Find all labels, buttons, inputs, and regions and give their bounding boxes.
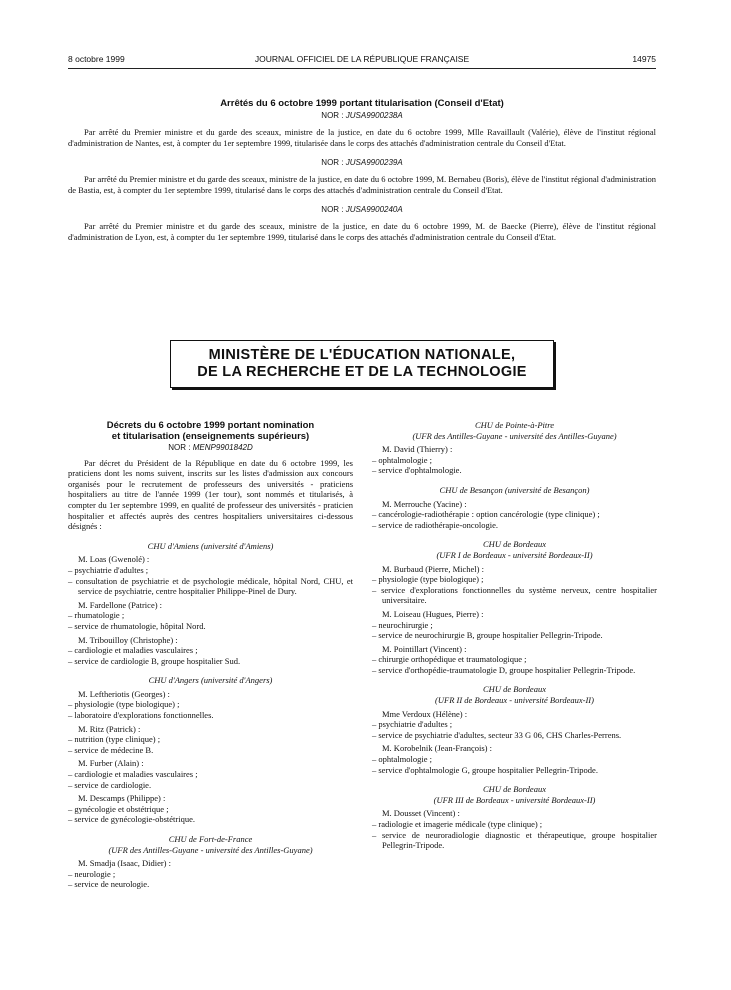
chu-group	[372, 684, 657, 775]
chu-heading-line: CHU de Pointe-à-Pitre	[475, 420, 554, 430]
person-name: M. Descamps (Philippe) :	[78, 793, 166, 804]
person-name: M. Burbaud (Pierre, Michel) :	[382, 563, 484, 574]
chu-group	[68, 675, 353, 825]
assignment-item: – radiologie et imagerie médicale (type clinique) ;	[372, 819, 543, 829]
person-name: M. Leftheriotis (Georges) :	[78, 688, 170, 699]
ministry-line-1: MINISTÈRE DE L'ÉDUCATION NATIONALE,	[208, 347, 516, 363]
chu-heading-line: CHU de Fort-de-France	[168, 834, 253, 844]
chu-group	[372, 420, 657, 476]
arretes-title: Arrêtés du 6 octobre 1999 portant titularisation (Conseil d'Etat)	[220, 98, 504, 109]
person-name: M. Merrouche (Yacine) :	[382, 498, 467, 509]
chu-heading	[68, 541, 353, 552]
assignment-item: – service de neurochirurgie B, groupe hospitalier Pellegrin-Tripode.	[372, 630, 603, 641]
person-name: M. Korobelnik (Jean-François) :	[382, 743, 493, 754]
person-name: M. Loiseau (Hugues, Pierre) :	[382, 608, 484, 619]
header-page-number: 14975	[632, 54, 656, 64]
nor-reference	[68, 111, 656, 120]
person-name: M. Smadja (Isaac, Didier) :	[78, 858, 171, 869]
chu-heading-line: CHU de Bordeaux	[483, 784, 546, 795]
running-header	[68, 54, 656, 68]
nor-code: JUSA9900240A	[345, 205, 403, 215]
assignment-item: – service de psychiatrie d'adultes, secteur 33 G 06, CHS Charles-Perrens.	[372, 729, 622, 740]
person-name: M. Pointillart (Vincent) :	[382, 643, 467, 654]
assignment-item: – psychiatrie d'adultes ;	[372, 719, 453, 730]
arrete-paragraph: Par arrêté du Premier ministre et du garde des sceaux, ministre de la justice, en date du 6 octobre 1999, M. de Baecke (Pierre), élève de l'institut régional d'administration de Lyon, est, à compter du 1er septembre 1999, titularisé dans le corps des attachés d'administration centrale du Conseil d'Etat.	[68, 221, 656, 242]
person-name: M. Ritz (Patrick) :	[78, 723, 141, 734]
assignment-item: – service de rhumatologie, hôpital Nord.	[68, 620, 206, 631]
right-column	[372, 420, 657, 851]
nor-reference	[68, 158, 656, 167]
nor-code: JUSA9900238A	[345, 111, 403, 120]
person-name: M. Loas (Gwenolé) :	[78, 554, 150, 565]
assignment-item: – laboratoire d'explorations fonctionnelles.	[68, 710, 214, 721]
chu-heading	[372, 684, 657, 705]
assignment-item: – consultation de psychiatrie et de psychologie médicale, hôpital Nord, CHU, et service de psychiatrie, centre hospitalier Philippe-Pinel de Dury.	[68, 575, 353, 597]
assignment-item: – service d'ophtalmologie.	[372, 465, 462, 476]
ministry-banner	[170, 340, 554, 388]
assignment-item: – physiologie (type biologique) ;	[372, 574, 484, 585]
assignment-item: – psychiatrie d'adultes ;	[68, 564, 149, 575]
decree-intro: Par décret du Président de la République en date du 6 octobre 1999, les praticiens dont les noms suivent, inscrits sur les listes d'admission aux concours organisés pour le recrutement de professeurs des universités - praticiens hospitaliers au titre de l'année 1999 (1er tour), sont nommés et titularisés, à compter du 1er septembre 1999, en qualité de professeur des universités - praticien hospitalier et affectés auprès des centres hospitaliers universitaires ci-dessous désignés :	[68, 457, 353, 532]
chu-heading	[68, 675, 353, 686]
person-name: M. Dousset (Vincent) :	[382, 808, 460, 819]
chu-heading	[372, 539, 657, 560]
nor-label: NOR :	[321, 205, 344, 215]
arrete-paragraph: Par arrêté du Premier ministre et du garde des sceaux, ministre de la justice, en date du 6 octobre 1999, Mlle Ravaillault (Valérie), élève de l'institut régional d'administration de Nantes, est, à compter du 1er septembre 1999, titularisée dans le corps des attachés d'administration centrale du Conseil d'Etat.	[68, 127, 656, 148]
arrete-paragraph: Par arrêté du Premier ministre et du garde des sceaux, ministre de la justice, en date du 6 octobre 1999, M. Bernabeu (Boris), élève de l'institut régional d'administration de Bastia, est, à compter du 1er septembre 1999, titularisé dans le corps des attachés d'administration centrale du Conseil d'Etat.	[68, 174, 656, 195]
assignment-item: – ophtalmologie ;	[372, 754, 432, 765]
assignment-item: – service de neuroradiologie diagnostic et thérapeutique, groupe hospitalier Pellegrin-Tripode.	[372, 829, 657, 851]
assignment-item: – cancérologie-radiothérapie : option cancérologie (type clinique) ;	[372, 509, 600, 520]
assignment-item: – neurochirurgie ;	[372, 619, 433, 630]
header-date: 8 octobre 1999	[68, 54, 125, 64]
chu-group	[68, 834, 353, 890]
chu-heading-line: (UFR des Antilles-Guyane - université des Antilles-Guyane)	[412, 430, 617, 441]
right-chu-list	[372, 420, 657, 851]
assignment-item: – service d'explorations fonctionnelles du système nerveux, centre hospitalier universitaire.	[372, 584, 657, 606]
chu-heading-line: (UFR I de Bordeaux - université Bordeaux-II)	[436, 549, 593, 560]
chu-group	[372, 485, 657, 530]
person-name: M. David (Thierry) :	[382, 444, 453, 455]
person-name: M. Furber (Alain) :	[78, 758, 144, 769]
assignment-item: – service de radiothérapie-oncologie.	[372, 519, 499, 530]
assignment-item: – service de médecine B.	[68, 744, 154, 755]
assignment-item: – neurologie ;	[68, 868, 116, 879]
person-name: Mme Verdoux (Hélène) :	[382, 708, 468, 719]
nor-label: NOR :	[321, 158, 344, 168]
ministry-line-2: DE LA RECHERCHE ET DE LA TECHNOLOGIE	[197, 364, 527, 380]
person-name: M. Tribouilloy (Christophe) :	[78, 634, 178, 645]
chu-heading-line: CHU d'Angers (université d'Angers)	[148, 675, 273, 686]
assignment-item: – service de gynécologie-obstétrique.	[68, 814, 195, 825]
left-column	[68, 420, 353, 890]
chu-heading-line: (UFR III de Bordeaux - université Bordeaux-II)	[433, 794, 596, 805]
assignment-item: – service d'orthopédie-traumatologie D, groupe hospitalier Pellegrin-Tripode.	[372, 664, 636, 675]
decree-title-line: Décrets du 6 octobre 1999 portant nomination	[106, 420, 315, 431]
chu-heading-line: (UFR II de Bordeaux - université Bordeaux-II)	[435, 695, 594, 706]
header-rule	[68, 68, 656, 69]
chu-heading	[68, 834, 353, 855]
assignment-item: – physiologie (type biologique) ;	[68, 699, 180, 710]
chu-heading	[372, 485, 657, 496]
assignment-item: – ophtalmologie ;	[372, 454, 432, 465]
assignment-item: – gynécologie et obstétrique ;	[68, 803, 169, 814]
assignment-item: – nutrition (type clinique) ;	[68, 734, 161, 745]
chu-group	[68, 541, 353, 667]
chu-heading-line: CHU de Bordeaux	[483, 539, 546, 550]
chu-heading-line: CHU de Bordeaux	[483, 684, 546, 695]
nor-reference	[68, 443, 353, 454]
chu-heading	[372, 420, 657, 441]
assignment-item: – service de cardiologie.	[68, 779, 152, 790]
decree-title-line: et titularisation (enseignements supérieurs)	[111, 431, 310, 442]
nor-code: MENP9901842D	[192, 443, 253, 452]
assignment-item: – chirurgie orthopédique et traumatologique ;	[372, 654, 527, 665]
nor-reference	[68, 205, 656, 214]
nor-label: NOR :	[321, 111, 344, 120]
nor-label: NOR :	[168, 443, 191, 452]
decree-title	[68, 420, 353, 442]
chu-heading-line: CHU de Besançon (université de Besançon)	[439, 484, 590, 495]
chu-group	[372, 539, 657, 675]
nor-code: JUSA9900239A	[345, 158, 403, 168]
person-name: M. Fardellone (Patrice) :	[78, 599, 163, 610]
assignment-item: – service de neurologie.	[68, 879, 150, 890]
chu-heading-line: CHU d'Amiens (université d'Amiens)	[147, 540, 274, 551]
assignment-item: – service d'ophtalmologie G, groupe hospitalier Pellegrin-Tripode.	[372, 764, 598, 775]
assignment-item: – rhumatologie ;	[68, 610, 125, 621]
assignment-item: – cardiologie et maladies vasculaires ;	[68, 769, 198, 780]
chu-heading	[372, 784, 657, 805]
left-chu-list	[68, 541, 353, 890]
assignment-item: – cardiologie et maladies vasculaires ;	[68, 645, 198, 656]
header-journal-title: JOURNAL OFFICIEL DE LA RÉPUBLIQUE FRANÇAISE	[254, 54, 470, 64]
chu-group	[372, 784, 657, 851]
chu-heading-line: (UFR des Antilles-Guyane - université des Antilles-Guyane)	[108, 844, 313, 855]
arretes-section	[68, 98, 656, 243]
assignment-item: – service de cardiologie B, groupe hospitalier Sud.	[68, 655, 241, 666]
